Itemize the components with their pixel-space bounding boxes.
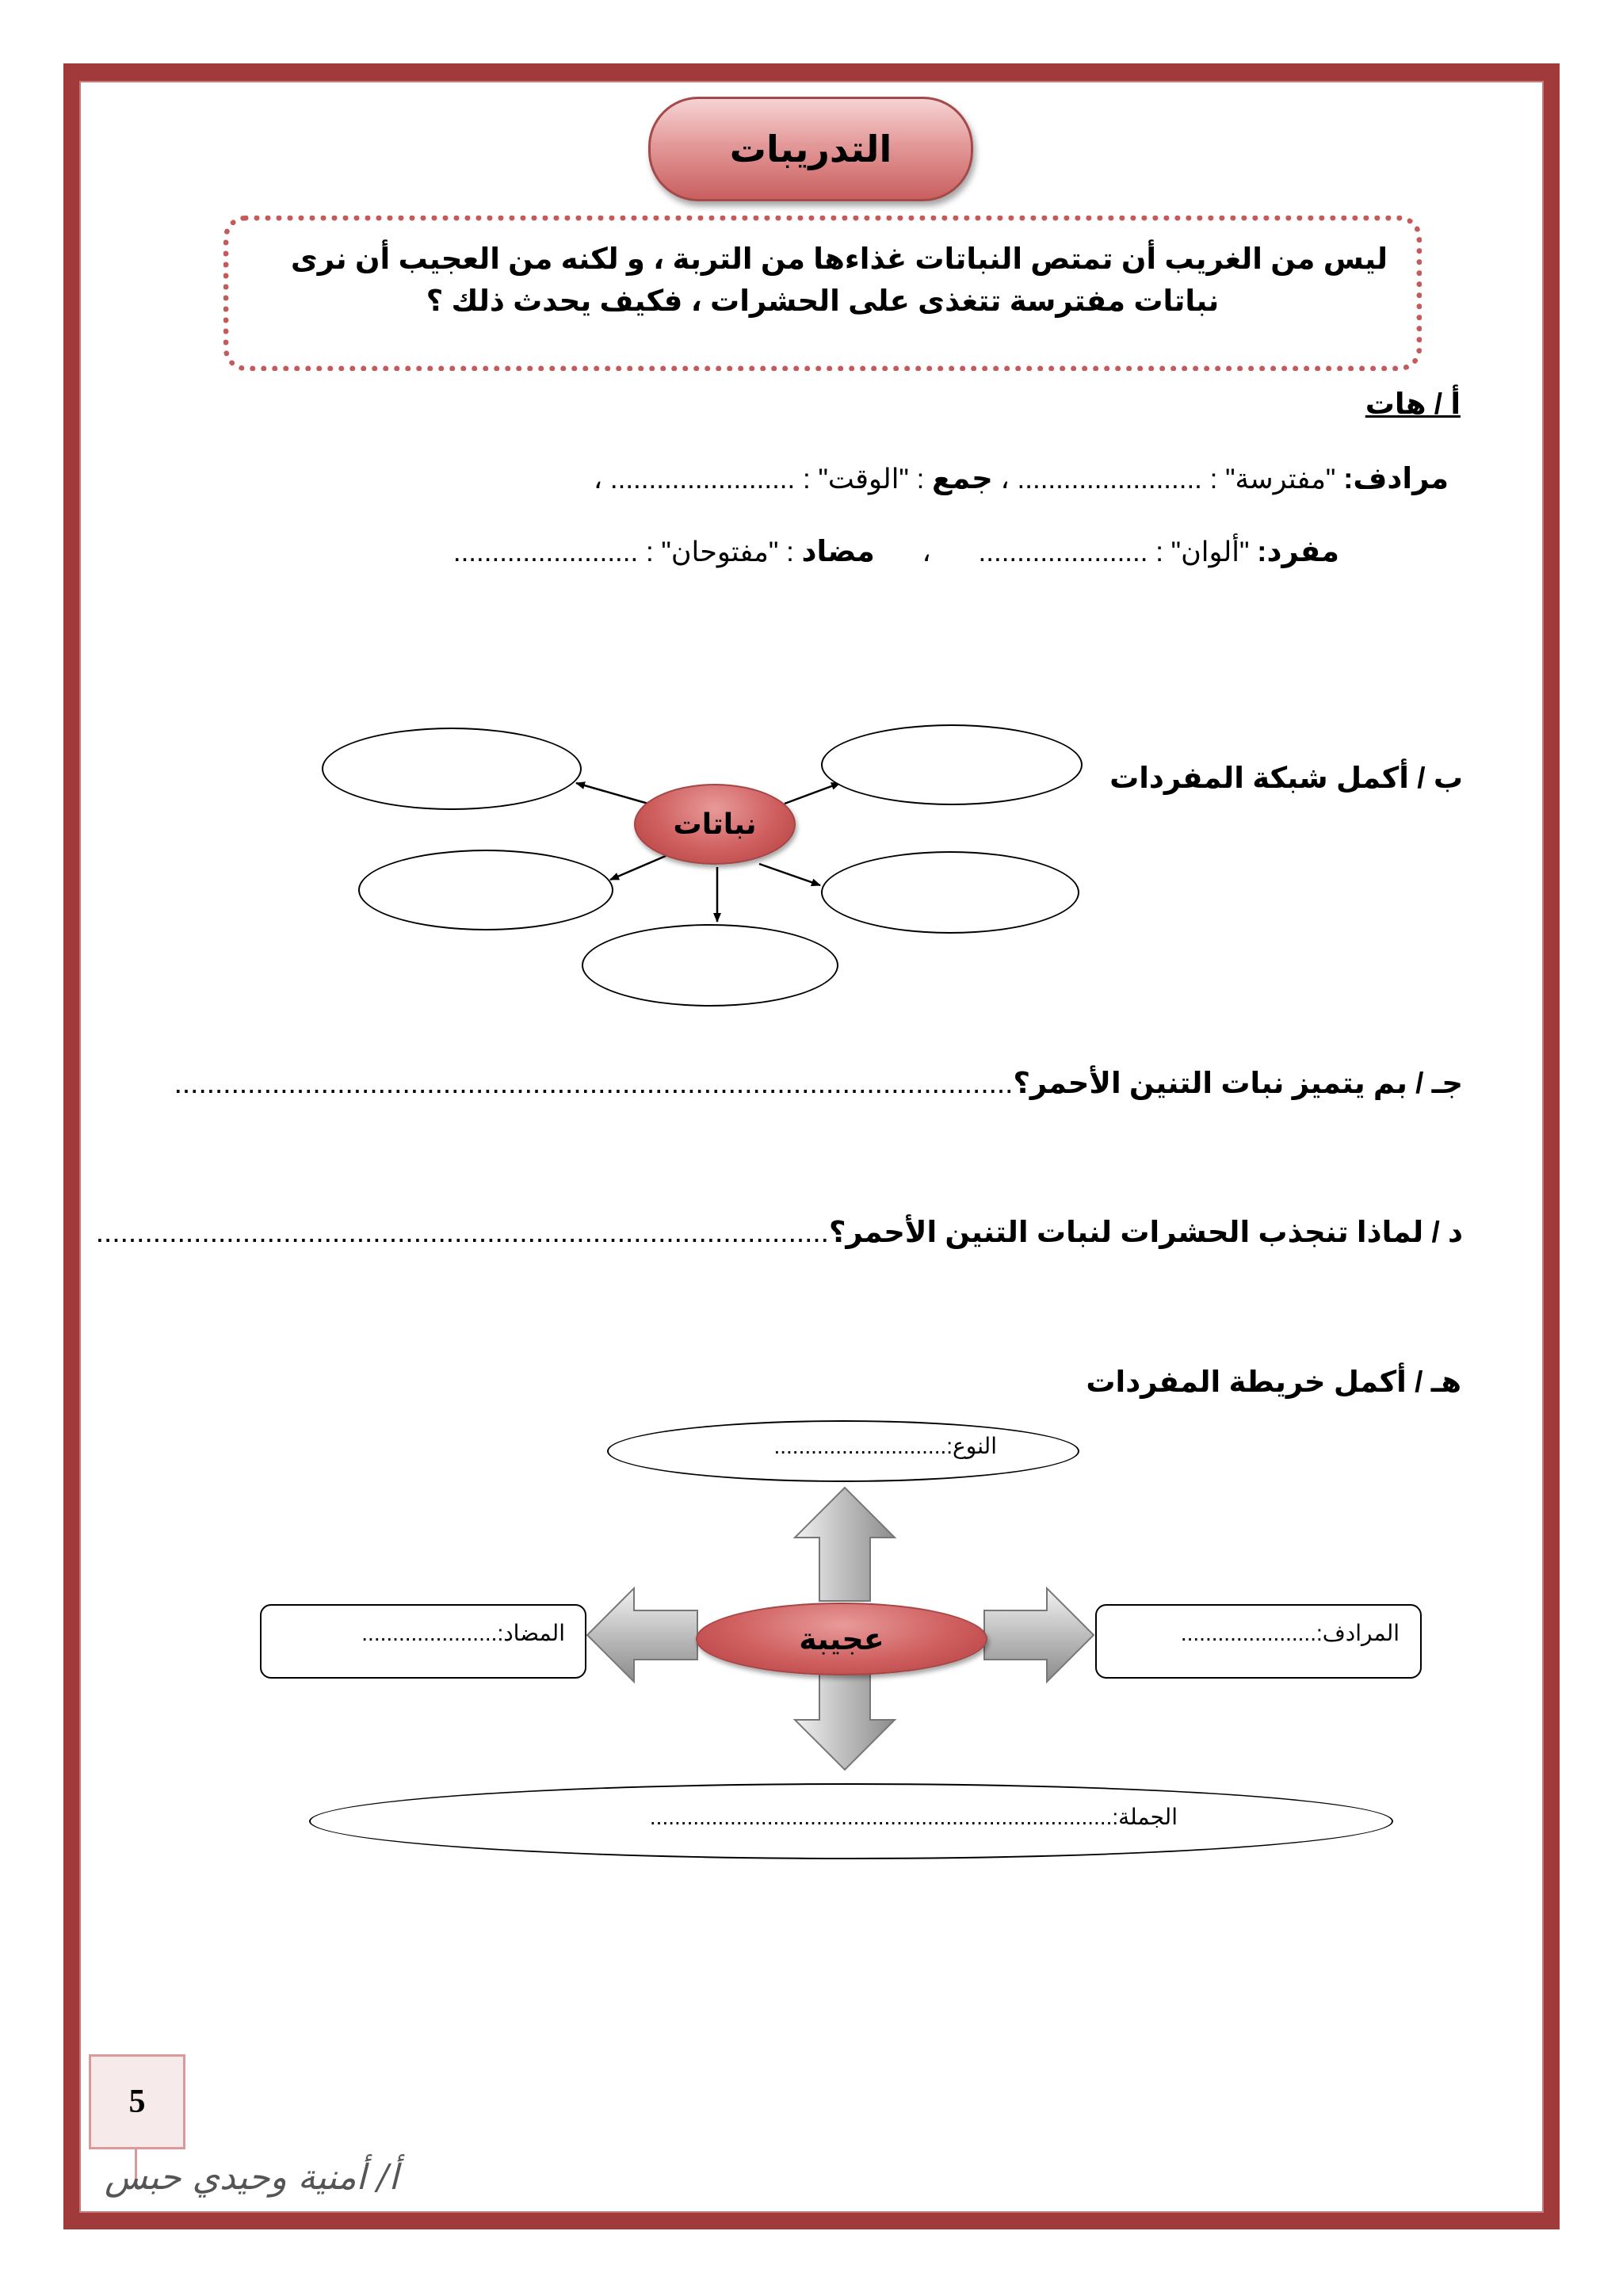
synonym-map-label: المرادف: [1316, 1621, 1400, 1645]
synonym-map-blank[interactable]: ...................... [1180, 1621, 1316, 1645]
intro-line-1: ليس من الغريب أن تمتص النباتات غذاءها من التربة ، و لكنه من العجيب أن نرى [290, 243, 1388, 275]
left-block-arrow [587, 1588, 697, 1682]
synonym-blank[interactable]: ........................ [1017, 464, 1202, 495]
synonym-label: مرادف: [1343, 462, 1449, 495]
section-b-heading: ب / أكمل شبكة المفردات [1109, 762, 1463, 794]
network-oval-mid-right[interactable] [821, 851, 1079, 934]
question-c-blank[interactable]: ....................................................................................................... [174, 1067, 1014, 1099]
antonym-label: مضاد [801, 535, 875, 567]
question-c [174, 1066, 1463, 1100]
network-center-word: نباتات [634, 784, 796, 865]
plural-word: : "الوقت" : [795, 464, 933, 495]
separator: ، [914, 537, 939, 567]
separator: ، [593, 464, 610, 495]
up-block-arrow [795, 1488, 895, 1601]
intro-line-2: نباتات مفترسة تتغذى على الحشرات ، فكيف يحدث ذلك ؟ [426, 284, 1220, 317]
antonym-field [361, 1620, 565, 1646]
network-oval-bottom[interactable] [582, 924, 838, 1007]
section-e-heading: هـ / أكمل خريطة المفردات [1086, 1366, 1461, 1398]
network-oval-top-left[interactable] [322, 728, 582, 810]
singular-label: مفرد: [1257, 535, 1339, 567]
antonym-blank[interactable]: ........................ [453, 537, 639, 567]
question-d [96, 1215, 1463, 1249]
type-field [773, 1433, 997, 1459]
arrow-to-mid-right [759, 864, 820, 885]
arrow-to-top-left [576, 783, 648, 804]
synonym-word: "مفترسة" : [1201, 464, 1344, 495]
sentence-field [650, 1804, 1178, 1830]
question-c-text: جـ / بم يتميز نبات التنين الأحمر؟ [1013, 1067, 1463, 1099]
arrow-to-top-right [785, 783, 840, 804]
plural-blank[interactable]: ........................ [609, 464, 796, 495]
singular-blank[interactable]: ...................... [978, 537, 1148, 567]
network-oval-top-right[interactable] [821, 724, 1083, 805]
synonym-field [1181, 1620, 1400, 1646]
plural-label: جمع [932, 462, 993, 495]
section-a-heading: أ / هات [1365, 388, 1461, 420]
type-label: النوع: [946, 1434, 997, 1458]
antonym-word: : "مفتوحان" : [638, 537, 802, 567]
antonym-map-blank[interactable]: ...................... [361, 1621, 498, 1645]
singular-word: "ألوان" : [1148, 537, 1258, 567]
map-center-word: عجيبة [696, 1603, 987, 1675]
arrow-to-mid-left [610, 856, 666, 880]
author-signature: أ/ أمنية وحيدي حبس [105, 2157, 399, 2198]
page-number: 5 [89, 2054, 185, 2149]
type-blank[interactable]: ............................ [773, 1434, 947, 1458]
page-title: التدريبات [648, 97, 973, 201]
right-block-arrow [984, 1588, 1094, 1682]
network-oval-mid-left[interactable] [358, 850, 613, 930]
sentence-blank[interactable]: ........................................................................... [649, 1805, 1113, 1829]
question-d-blank[interactable]: .......................................................................................... [95, 1216, 829, 1248]
separator: ، [992, 464, 1018, 495]
sentence-label: الجملة: [1112, 1805, 1178, 1829]
question-d-text: د / لماذا تنجذب الحشرات لنبات التنين الأحمر؟ [828, 1216, 1463, 1248]
antonym-map-label: المضاد: [497, 1621, 565, 1645]
